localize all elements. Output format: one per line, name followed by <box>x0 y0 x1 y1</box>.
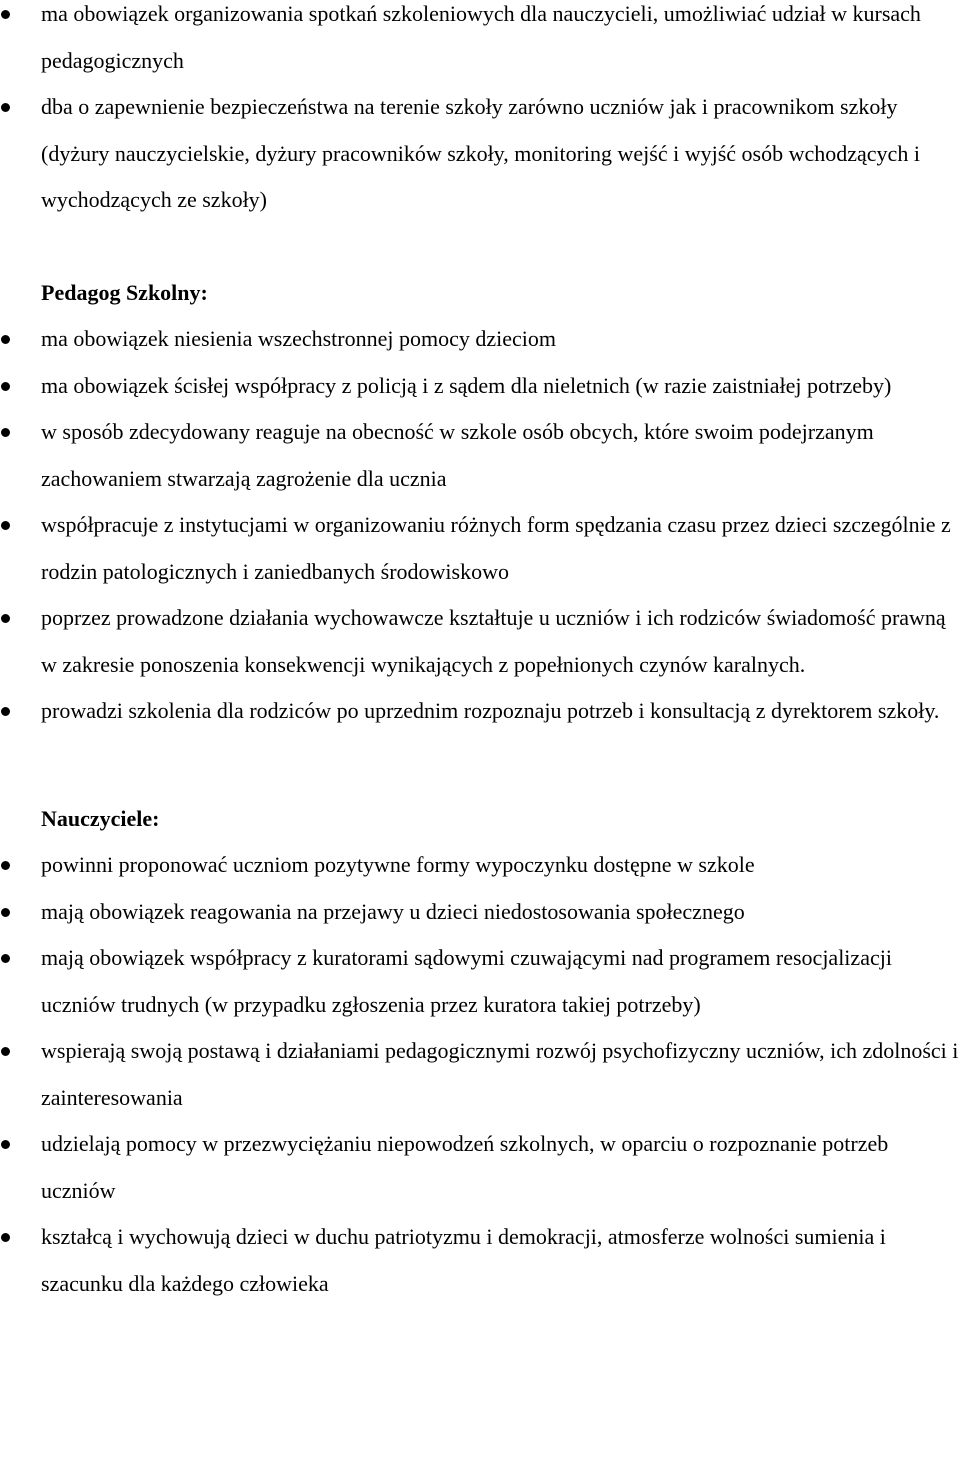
bullet-icon <box>1 428 10 437</box>
bullet-icon <box>1 861 10 870</box>
list-item-text: współpracuje z instytucjami w organizowaniu różnych form spędzania czasu przez dzieci szczególnie z rodzin patologicznych i zaniedbanych środowiskowo <box>41 512 951 584</box>
bullet-icon <box>1 707 10 716</box>
nauczyciele-list <box>0 842 960 1307</box>
list-item-text: dba o zapewnienie bezpieczeństwa na terenie szkoły zarówno uczniów jak i pracownikom szkoły (dyżury nauczycielskie, dyżury pracowników szkoły, monitoring wejść i wyjść osób wchodzących i wychodzących ze szkoły) <box>41 94 920 212</box>
bullet-icon <box>1 10 10 19</box>
list-item <box>0 84 960 224</box>
section-heading-pedagog: Pedagog Szkolny: <box>41 279 208 305</box>
list-item-text: wspierają swoją postawą i działaniami pedagogicznymi rozwój psychofizyczny uczniów, ich zdolności i zainteresowania <box>41 1038 959 1110</box>
spacer <box>0 224 960 270</box>
pedagog-list <box>0 316 960 735</box>
bullet-icon <box>1 1233 10 1242</box>
list-item <box>0 595 960 688</box>
list-item-text: mają obowiązek współpracy z kuratorami sądowymi czuwającymi nad programem resocjalizacji uczniów trudnych (w przypadku zgłoszenia przez kuratora takiej potrzeby) <box>41 945 892 1017</box>
list-item-text: ma obowiązek ścisłej współpracy z policją i z sądem dla nieletnich (w razie zaistniałej potrzeby) <box>41 372 892 398</box>
list-item <box>0 409 960 502</box>
list-item <box>0 1028 960 1121</box>
bullet-icon <box>1 908 10 917</box>
section-heading-nauczyciele: Nauczyciele: <box>41 805 160 831</box>
list-item-text: poprzez prowadzone działania wychowawcze kształtuje u uczniów i ich rodziców świadomość prawną w zakresie ponoszenia konsekwencji wynikających z popełnionych czynów karalnych. <box>41 605 946 677</box>
bullet-icon <box>1 103 10 112</box>
list-item <box>0 316 960 363</box>
spacer <box>0 735 960 796</box>
list-item-text: ma obowiązek organizowania spotkań szkoleniowych dla nauczycieli, umożliwiać udział w kursach pedagogicznych <box>41 1 921 73</box>
list-item <box>0 688 960 735</box>
list-item-text: ma obowiązek niesienia wszechstronnej pomocy dzieciom <box>41 326 556 351</box>
list-item <box>0 935 960 1028</box>
list-item <box>0 0 960 84</box>
list-item-text: w sposób zdecydowany reaguje na obecność w szkole osób obcych, które swoim podejrzanym zachowaniem stwarzają zagrożenie dla ucznia <box>41 419 874 491</box>
list-item-text: mają obowiązek reagowania na przejawy u dzieci niedostosowania społecznego <box>41 898 745 924</box>
list-item <box>0 1121 960 1214</box>
list-item-text: kształcą i wychowują dzieci w duchu patriotyzmu i demokracji, atmosferze wolności sumienia i szacunku dla każdego człowieka <box>41 1224 886 1296</box>
bullet-icon <box>1 521 10 530</box>
list-item-text: udzielają pomocy w przezwyciężaniu niepowodzeń szkolnych, w oparciu o rozpoznanie potrzeb uczniów <box>41 1131 889 1203</box>
list-item <box>0 1214 960 1307</box>
bullet-icon <box>1 335 10 344</box>
list-item-text: prowadzi szkolenia dla rodziców po uprzednim rozpoznaju potrzeb i konsultacją z dyrektorem szkoły. <box>41 698 940 723</box>
bullet-icon <box>1 1047 10 1056</box>
bullet-icon <box>1 954 10 963</box>
list-item-text: powinni proponować uczniom pozytywne formy wypoczynku dostępne w szkole <box>41 852 755 877</box>
bullet-icon <box>1 1140 10 1149</box>
intro-list <box>0 0 960 224</box>
list-item <box>0 889 960 936</box>
bullet-icon <box>1 382 10 391</box>
bullet-icon <box>1 614 10 623</box>
list-item <box>0 363 960 410</box>
list-item <box>0 842 960 889</box>
list-item <box>0 502 960 595</box>
